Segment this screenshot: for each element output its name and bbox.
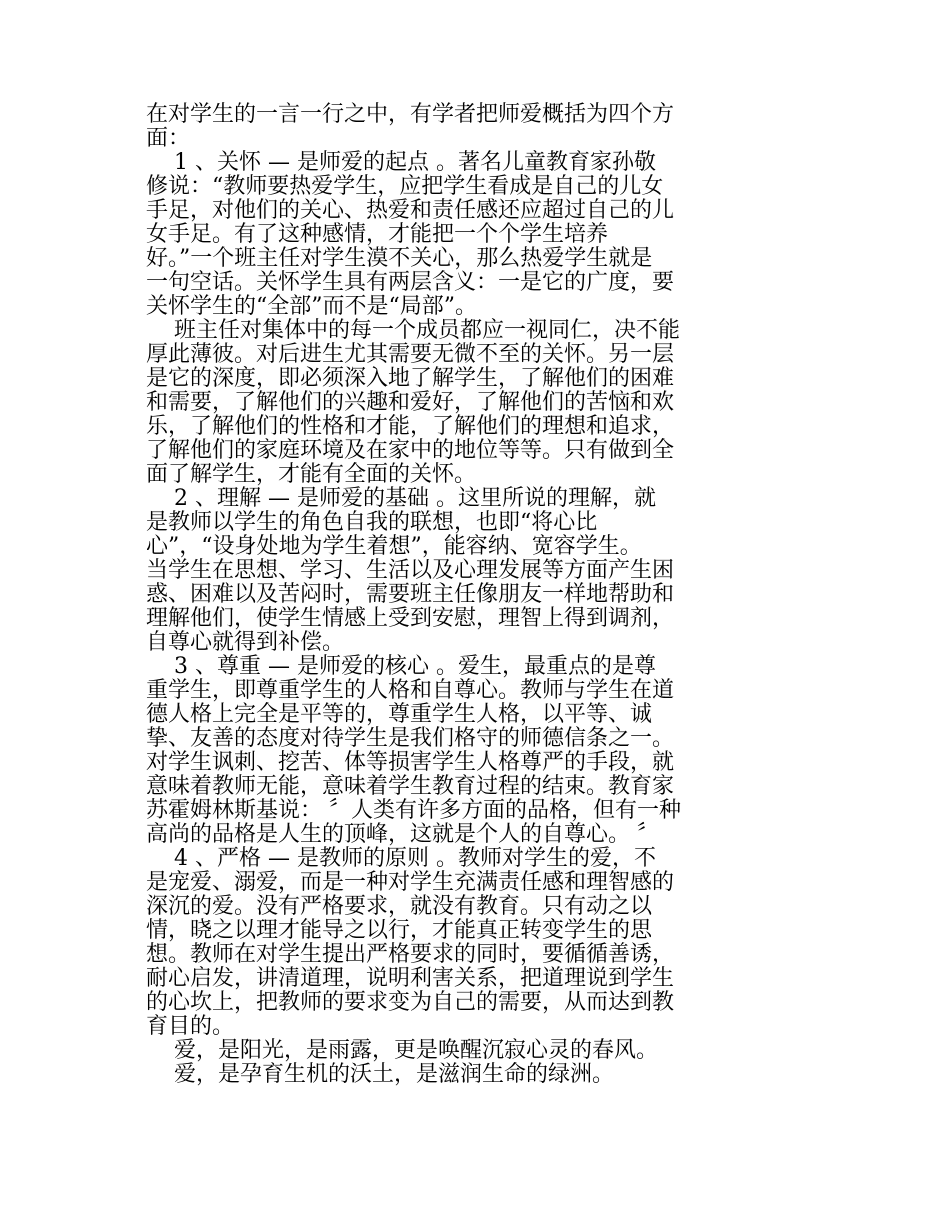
text-line: 是它的深度，即必须深入地了解学生，了解他们的困难: [146, 366, 675, 391]
text-line: 的心坎上，把教师的要求变为自己的需要，从而达到教: [146, 990, 675, 1015]
text-line: 是宠爱、溺爱，而是一种对学生充满责任感和理智感的: [146, 870, 675, 895]
text-line: 重学生，即尊重学生的人格和自尊心。教师与学生在道: [146, 678, 675, 703]
document-body: [146, 103, 726, 1087]
text-line: 当学生在思想、学习、生活以及心理发展等方面产生困: [146, 558, 675, 583]
text-line: 理解他们，使学生情感上受到安慰，理智上得到调剂，: [146, 606, 675, 631]
text-line: 对学生讽刺、挖苦、体等损害学生人格尊严的手段，就: [146, 750, 675, 775]
text-line: 苏霍姆林斯基说： 〞人类有许多方面的品格，但有一种: [146, 798, 681, 823]
text-line: 德人格上完全是平等的，尊重学生人格，以平等、诚: [146, 702, 653, 727]
text-line: 意味着教师无能，意味着学生教育过程的结束。教育家: [146, 774, 675, 799]
text-line: 2 、理解 — 是师爱的基础 。这里所说的理解，就: [146, 486, 656, 511]
text-line: 惑、困难以及苦闷时，需要班主任像朋友一样地帮助和: [146, 582, 675, 607]
text-line: 班主任对集体中的每一个成员都应一视同仁，决不能: [146, 318, 680, 343]
text-line: 修说：“教师要热爱学生，应把学生看成是自己的儿女: [146, 174, 664, 199]
text-line: 爱，是孕育生机的沃土，是滋润生命的绿洲。: [146, 1062, 614, 1087]
text-line: 爱，是阳光，是雨露，更是唤醒沉寂心灵的春风。: [146, 1038, 658, 1063]
text-line: 是教师以学生的角色自我的联想，也即“将心比: [146, 510, 598, 535]
text-line: 好。”一个班主任对学生漠不关心，那么热爱学生就是: [146, 246, 653, 271]
text-line: 情，晓之以理才能导之以行，才能真正转变学生的思: [146, 918, 653, 943]
text-line: 在对学生的一言一行之中，有学者把师爱概括为四个方: [146, 102, 675, 127]
text-line: 手足，对他们的关心、热爱和责任感还应超过自己的儿: [146, 198, 675, 223]
text-line: 育目的。: [146, 1014, 235, 1039]
text-line: 面了解学生，才能有全面的关怀。: [146, 462, 477, 487]
text-line: 自尊心就得到补偿。: [146, 630, 345, 655]
text-line: 1 、关怀 — 是师爱的起点 。著名儿童教育家孙敬: [146, 150, 656, 175]
text-line: 深沉的爱。没有严格要求，就没有教育。只有动之以: [146, 894, 653, 919]
text-line: 关怀学生的“全部”而不是“局部”。: [146, 294, 477, 319]
text-line: 一句空话。关怀学生具有两层含义：一是它的广度，要: [146, 270, 675, 295]
text-line: 挚、友善的态度对待学生是我们格守的师德信条之一。: [146, 726, 675, 751]
text-line: 想。教师在对学生提出严格要求的同时，要循循善诱，: [146, 942, 675, 967]
text-line: 和需要，了解他们的兴趣和爱好，了解他们的苦恼和欢: [146, 390, 675, 415]
text-line: 女手足。有了这种感情，才能把一个个学生培养: [146, 222, 609, 247]
text-line: 乐，了解他们的性格和才能，了解他们的理想和追求，: [146, 414, 675, 439]
text-line: 心”，“设身处地为学生着想”，能容纳、宽容学生。: [146, 534, 642, 559]
text-line: 4 、严格 — 是教师的原则 。教师对学生的爱，不: [146, 846, 656, 871]
text-line: 3 、尊重 — 是师爱的核心 。爱生，最重点的是尊: [146, 654, 656, 679]
text-line: 厚此薄彼。对后进生尤其需要无微不至的关怀。另一层: [146, 342, 675, 367]
text-line: 高尚的品格是人生的顶峰，这就是个人的自尊心。 〞: [146, 822, 659, 847]
text-line: 了解他们的家庭环境及在家中的地位等等。只有做到全: [146, 438, 675, 463]
text-line: 面：: [146, 126, 191, 151]
text-line: 耐心启发，讲清道理，说明利害关系，把道理说到学生: [146, 966, 675, 991]
